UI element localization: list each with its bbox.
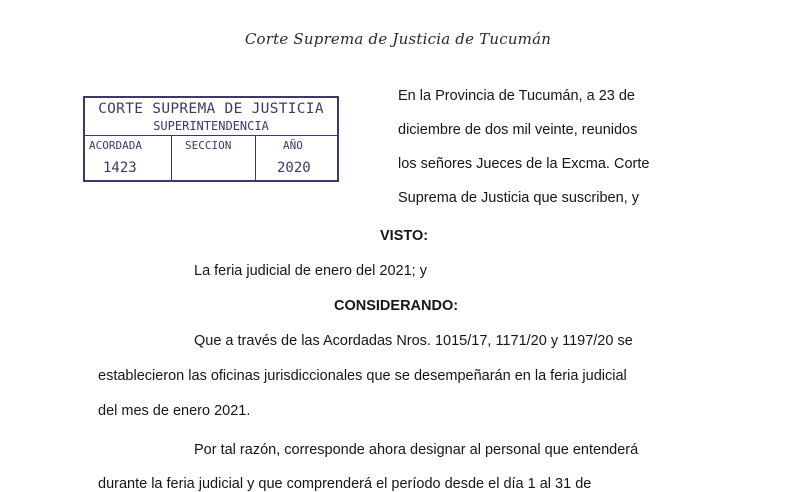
stamp-acordada-label: ACORDADA <box>89 139 142 152</box>
stamp-subtitle: SUPERINTENDENCIA <box>153 119 269 133</box>
stamp-column-divider <box>255 135 256 180</box>
intro-line: Suprema de Justicia que suscriben, y <box>398 190 639 206</box>
intro-line: En la Provincia de Tucumán, a 23 de <box>398 88 635 104</box>
paragraph-line: establecieron las oficinas jurisdiccionales que se desempeñarán en la feria judicial <box>98 368 627 384</box>
intro-line: diciembre de dos mil veinte, reunidos <box>398 122 638 138</box>
paragraph-line: durante la feria judicial y que comprenderá el período desde el día 1 al 31 de <box>98 476 592 492</box>
visto-text: La feria judicial de enero del 2021; y <box>194 263 427 279</box>
paragraph-line: Que a través de las Acordadas Nros. 1015/17, 1171/20 y 1197/20 se <box>194 333 633 349</box>
stamp-anio-label: AÑO <box>283 139 303 152</box>
stamp-column-divider <box>171 135 172 180</box>
stamp-year: 2020 <box>277 160 311 176</box>
stamp-seccion-label: SECCION <box>185 139 232 152</box>
visto-heading: VISTO: <box>380 228 429 244</box>
stamp-acordada-number: 1423 <box>103 160 137 176</box>
considerando-heading: CONSIDERANDO: <box>334 298 459 314</box>
paragraph-line: del mes de enero 2021. <box>98 403 251 419</box>
stamp-title: CORTE SUPREMA DE JUSTICIA <box>98 101 324 117</box>
intro-line: los señores Jueces de la Excma. Corte <box>398 156 650 172</box>
paragraph-line: Por tal razón, corresponde ahora designar al personal que entenderá <box>194 442 639 458</box>
stamp-divider <box>85 135 337 136</box>
acordada-stamp <box>83 96 339 182</box>
court-header: Corte Suprema de Justicia de Tucumán <box>244 30 552 48</box>
